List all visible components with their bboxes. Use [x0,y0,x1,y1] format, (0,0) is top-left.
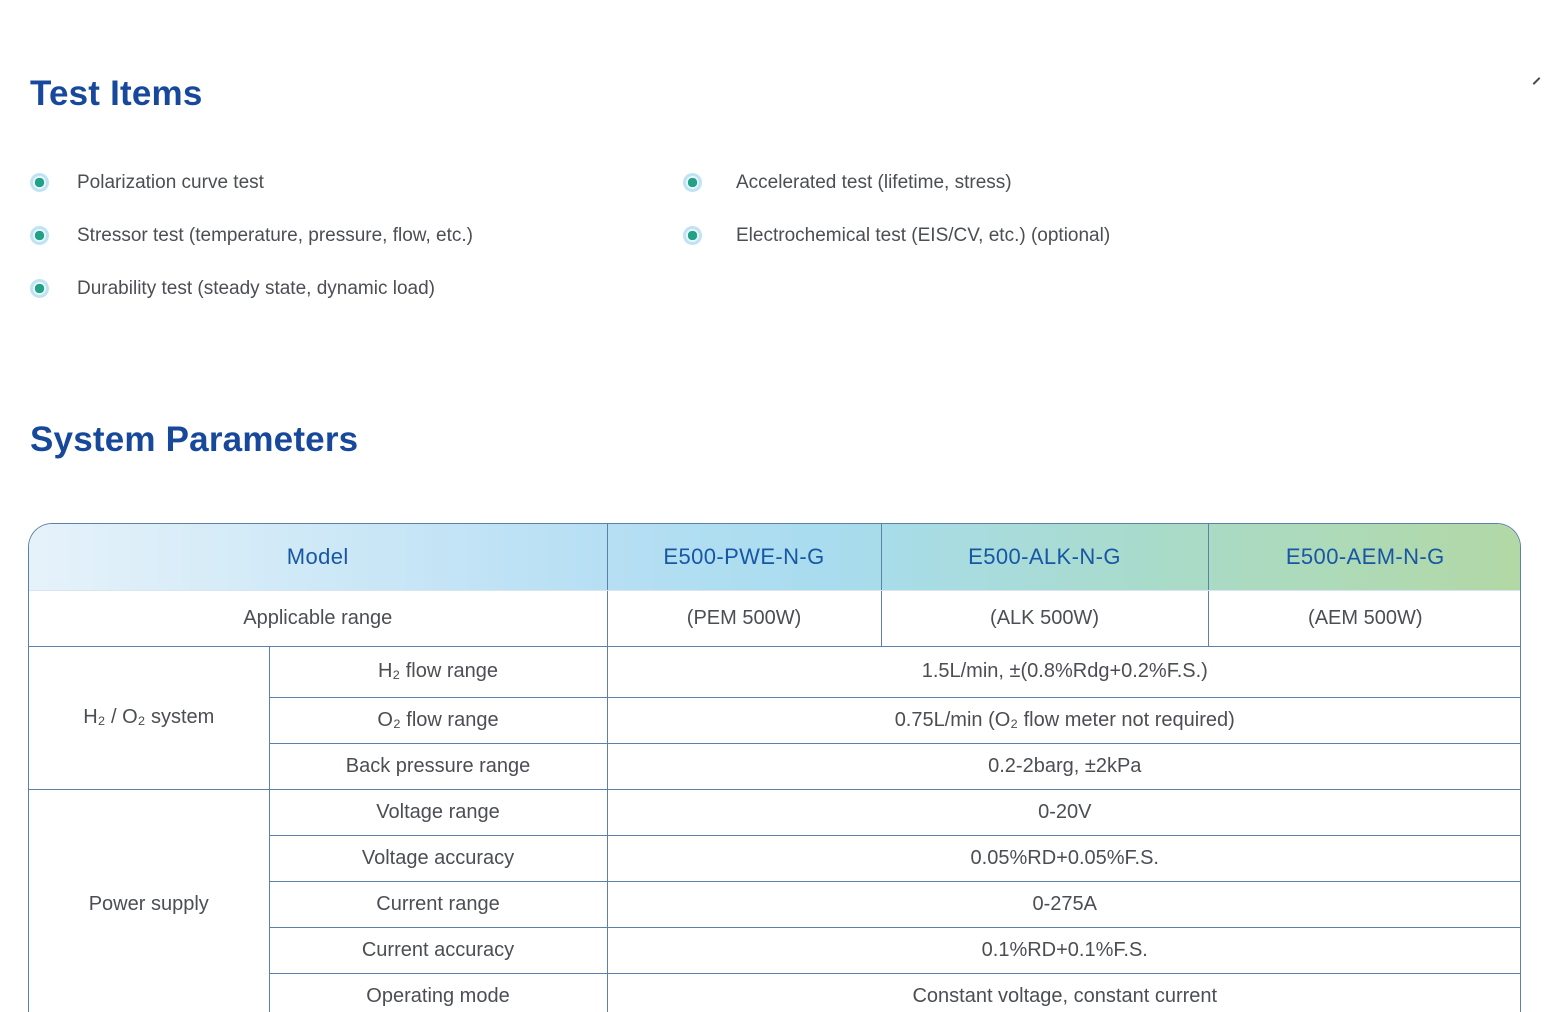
applicable-range-alk: (ALK 500W) [881,590,1208,646]
table-header-model-pwe: E500-PWE-N-G [607,524,881,590]
row-value: 0-20V [607,789,1521,835]
list-item-label: Stressor test (temperature, pressure, flow, etc.) [77,224,473,246]
row-value: 0-275A [607,881,1521,927]
system-parameters-title: System Parameters [30,420,359,459]
list-item-label: Polarization curve test [77,171,264,193]
row-label: Back pressure range [269,743,607,789]
list-item [30,156,473,209]
row-label: Current accuracy [269,927,607,973]
table-row [29,789,1521,835]
row-label: H₂ flow range [269,646,607,697]
row-label: Voltage accuracy [269,835,607,881]
table-header-model-alk: E500-ALK-N-G [881,524,1208,590]
table-row [29,590,1521,646]
group-power-supply: Power supply [29,789,269,1012]
bullet-icon [683,226,702,245]
corner-artifact-mark [1533,77,1541,85]
row-label: Voltage range [269,789,607,835]
group-h2-o2-system: H₂ / O₂ system [29,646,269,789]
test-items-right-list [683,156,1110,262]
list-item-label: Electrochemical test (EIS/CV, etc.) (optional) [736,224,1111,246]
bullet-icon [683,173,702,192]
bullet-icon [30,226,49,245]
bullet-icon [30,279,49,298]
table-header-model-aem: E500-AEM-N-G [1208,524,1521,590]
list-item [683,209,1110,262]
list-item-label: Durability test (steady state, dynamic load) [77,277,435,299]
row-value: Constant voltage, constant current [607,973,1521,1012]
applicable-range-pwe: (PEM 500W) [607,590,881,646]
applicable-range-aem: (AEM 500W) [1208,590,1521,646]
row-value: 1.5L/min, ±(0.8%Rdg+0.2%F.S.) [607,646,1521,697]
row-value: 0.05%RD+0.05%F.S. [607,835,1521,881]
list-item [683,156,1110,209]
list-item-label: Accelerated test (lifetime, stress) [736,171,1012,193]
row-value: 0.2-2barg, ±2kPa [607,743,1521,789]
list-item [30,209,473,262]
row-label: Current range [269,881,607,927]
row-label: Operating mode [269,973,607,1012]
table-header-row [29,524,1521,590]
system-parameters-table [28,523,1521,1012]
test-items-left-list [30,156,473,315]
row-value: 0.75L/min (O₂ flow meter not required) [607,697,1521,743]
list-item [30,262,473,315]
bullet-icon [30,173,49,192]
row-value: 0.1%RD+0.1%F.S. [607,927,1521,973]
table-row [29,646,1521,697]
test-items-title: Test Items [30,74,203,113]
table-header-model-label: Model [29,524,607,590]
applicable-range-label: Applicable range [29,590,607,646]
row-label: O₂ flow range [269,697,607,743]
